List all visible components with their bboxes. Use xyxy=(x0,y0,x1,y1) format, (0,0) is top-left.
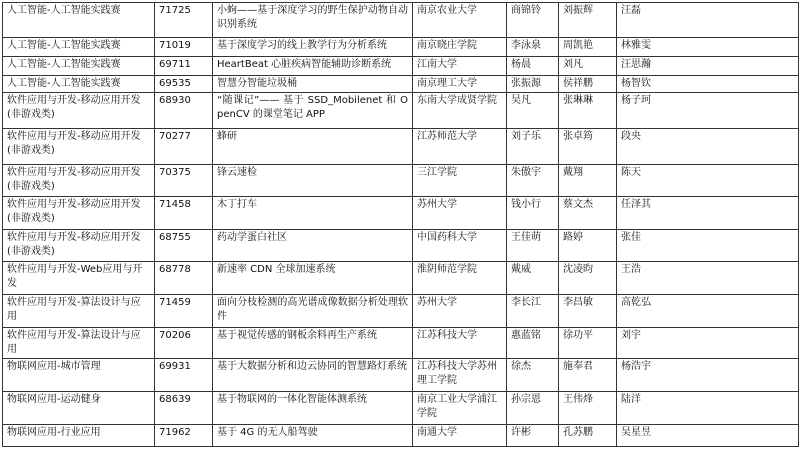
advisor-cell: 杨浩宇 xyxy=(617,359,799,392)
advisor-cell: 汪思瀚 xyxy=(617,57,799,76)
table-row xyxy=(3,392,799,425)
project-name-cell: 基于视觉传感的钢板余料再生产系统 xyxy=(213,328,413,359)
project-name-cell: 木丁打车 xyxy=(213,197,413,230)
author2-cell: 戴翔 xyxy=(559,165,617,197)
author2-cell: 刘振辉 xyxy=(559,3,617,38)
advisor-cell: 刘宇 xyxy=(617,328,799,359)
school-cell: 江苏师范大学 xyxy=(413,129,507,165)
advisor-cell: 王浩 xyxy=(617,262,799,295)
school-cell: 南京农业大学 xyxy=(413,3,507,38)
advisor-cell: 段央 xyxy=(617,129,799,165)
school-cell: 苏州大学 xyxy=(413,295,507,328)
project-name-cell: 药动学蛋白社区 xyxy=(213,230,413,262)
author2-cell: 路婷 xyxy=(559,230,617,262)
entry-id-cell: 71725 xyxy=(155,3,213,38)
project-name-cell: 小蚼——基于深度学习的野生保护动物自动识别系统 xyxy=(213,3,413,38)
advisor-cell: 吴星昱 xyxy=(617,425,799,447)
school-cell: 南京工业大学浦江学院 xyxy=(413,392,507,425)
advisor-cell: 杨子珂 xyxy=(617,93,799,129)
project-name-cell: 面向分枝检测的高光谱成像数据分析处理软件 xyxy=(213,295,413,328)
table-row xyxy=(3,165,799,197)
advisor-cell: 杨智钦 xyxy=(617,76,799,93)
entry-id-cell: 68778 xyxy=(155,262,213,295)
advisor-cell: 林雅雯 xyxy=(617,38,799,57)
entry-id-cell: 71458 xyxy=(155,197,213,230)
table-row xyxy=(3,93,799,129)
author1-cell: 钱小行 xyxy=(507,197,559,230)
author2-cell: 沈凌昀 xyxy=(559,262,617,295)
category-cell: 软件应用与开发-算法设计与应用 xyxy=(3,328,155,359)
project-name-cell: 基于 4G 的无人船驾驶 xyxy=(213,425,413,447)
project-name-cell: 基于物联网的一体化智能体测系统 xyxy=(213,392,413,425)
author2-cell: 刘凡 xyxy=(559,57,617,76)
school-cell: 江苏科技大学苏州理工学院 xyxy=(413,359,507,392)
author1-cell: 刘子乐 xyxy=(507,129,559,165)
entry-id-cell: 69931 xyxy=(155,359,213,392)
category-cell: 软件应用与开发-移动应用开发(非游戏类) xyxy=(3,230,155,262)
project-name-cell: 基于深度学习的线上教学行为分析系统 xyxy=(213,38,413,57)
school-cell: 东南大学成贤学院 xyxy=(413,93,507,129)
author1-cell: 戴威 xyxy=(507,262,559,295)
category-cell: 软件应用与开发-Web应用与开发 xyxy=(3,262,155,295)
table-row xyxy=(3,3,799,38)
table-row xyxy=(3,76,799,93)
entry-id-cell: 71459 xyxy=(155,295,213,328)
entry-id-cell: 68639 xyxy=(155,392,213,425)
author2-cell: 周凯艳 xyxy=(559,38,617,57)
table-row xyxy=(3,230,799,262)
author2-cell: 孔苏鹏 xyxy=(559,425,617,447)
school-cell: 江南大学 xyxy=(413,57,507,76)
table-row xyxy=(3,38,799,57)
author2-cell: 施奉君 xyxy=(559,359,617,392)
project-name-cell: 新速率 CDN 全球加速系统 xyxy=(213,262,413,295)
project-name-cell: 蜂研 xyxy=(213,129,413,165)
category-cell: 软件应用与开发-算法设计与应用 xyxy=(3,295,155,328)
author1-cell: 杨晨 xyxy=(507,57,559,76)
author2-cell: 徐功平 xyxy=(559,328,617,359)
advisor-cell: 张佳 xyxy=(617,230,799,262)
table-row xyxy=(3,197,799,230)
entry-id-cell: 70277 xyxy=(155,129,213,165)
category-cell: 软件应用与开发-移动应用开发(非游戏类) xyxy=(3,129,155,165)
table-row xyxy=(3,129,799,165)
awards-table-body xyxy=(3,3,799,447)
entry-id-cell: 68755 xyxy=(155,230,213,262)
category-cell: 物联网应用-城市管理 xyxy=(3,359,155,392)
author2-cell: 张卓筠 xyxy=(559,129,617,165)
author2-cell: 王伟烽 xyxy=(559,392,617,425)
table-row xyxy=(3,295,799,328)
author1-cell: 徐杰 xyxy=(507,359,559,392)
project-name-cell: HeartBeat 心脏疾病智能辅助诊断系统 xyxy=(213,57,413,76)
category-cell: 物联网应用-行业应用 xyxy=(3,425,155,447)
school-cell: 南京晓庄学院 xyxy=(413,38,507,57)
category-cell: 软件应用与开发-移动应用开发(非游戏类) xyxy=(3,93,155,129)
school-cell: 淮阴师范学院 xyxy=(413,262,507,295)
author1-cell: 王佳萌 xyxy=(507,230,559,262)
category-cell: 人工智能-人工智能实践赛 xyxy=(3,3,155,38)
school-cell: 三江学院 xyxy=(413,165,507,197)
author1-cell: 许彬 xyxy=(507,425,559,447)
school-cell: 江苏科技大学 xyxy=(413,328,507,359)
school-cell: 中国药科大学 xyxy=(413,230,507,262)
advisor-cell: 汪磊 xyxy=(617,3,799,38)
entry-id-cell: 69535 xyxy=(155,76,213,93)
author1-cell: 孙宗恩 xyxy=(507,392,559,425)
author1-cell: 吴凡 xyxy=(507,93,559,129)
category-cell: 人工智能-人工智能实践赛 xyxy=(3,76,155,93)
table-row xyxy=(3,425,799,447)
entry-id-cell: 69711 xyxy=(155,57,213,76)
entry-id-cell: 71019 xyxy=(155,38,213,57)
advisor-cell: 高乾弘 xyxy=(617,295,799,328)
author1-cell: 李长江 xyxy=(507,295,559,328)
school-cell: 南京理工大学 xyxy=(413,76,507,93)
author2-cell: 张琳琳 xyxy=(559,93,617,129)
project-name-cell: 智慧分智能垃圾桶 xyxy=(213,76,413,93)
table-row xyxy=(3,359,799,392)
entry-id-cell: 71962 xyxy=(155,425,213,447)
school-cell: 苏州大学 xyxy=(413,197,507,230)
table-row xyxy=(3,262,799,295)
category-cell: 人工智能-人工智能实践赛 xyxy=(3,57,155,76)
author2-cell: 侯祥鹏 xyxy=(559,76,617,93)
category-cell: 软件应用与开发-移动应用开发(非游戏类) xyxy=(3,197,155,230)
project-name-cell: 锋云速检 xyxy=(213,165,413,197)
table-row xyxy=(3,328,799,359)
entry-id-cell: 68930 xyxy=(155,93,213,129)
author1-cell: 惠蓝铭 xyxy=(507,328,559,359)
table-row xyxy=(3,57,799,76)
awards-table xyxy=(2,2,799,447)
project-name-cell: “随课记”—— 基于 SSD_Mobilenet 和 OpenCV 的课堂笔记 APP xyxy=(213,93,413,129)
project-name-cell: 基于大数据分析和边云协同的智慧路灯系统 xyxy=(213,359,413,392)
advisor-cell: 任泽其 xyxy=(617,197,799,230)
author1-cell: 李泳泉 xyxy=(507,38,559,57)
author2-cell: 蔡文杰 xyxy=(559,197,617,230)
author2-cell: 李昌敏 xyxy=(559,295,617,328)
advisor-cell: 陈天 xyxy=(617,165,799,197)
school-cell: 南通大学 xyxy=(413,425,507,447)
category-cell: 人工智能-人工智能实践赛 xyxy=(3,38,155,57)
category-cell: 物联网应用-运动健身 xyxy=(3,392,155,425)
entry-id-cell: 70206 xyxy=(155,328,213,359)
advisor-cell: 陆洋 xyxy=(617,392,799,425)
author1-cell: 张振源 xyxy=(507,76,559,93)
category-cell: 软件应用与开发-移动应用开发(非游戏类) xyxy=(3,165,155,197)
entry-id-cell: 70375 xyxy=(155,165,213,197)
author1-cell: 朱傲宇 xyxy=(507,165,559,197)
author1-cell: 商锦铃 xyxy=(507,3,559,38)
